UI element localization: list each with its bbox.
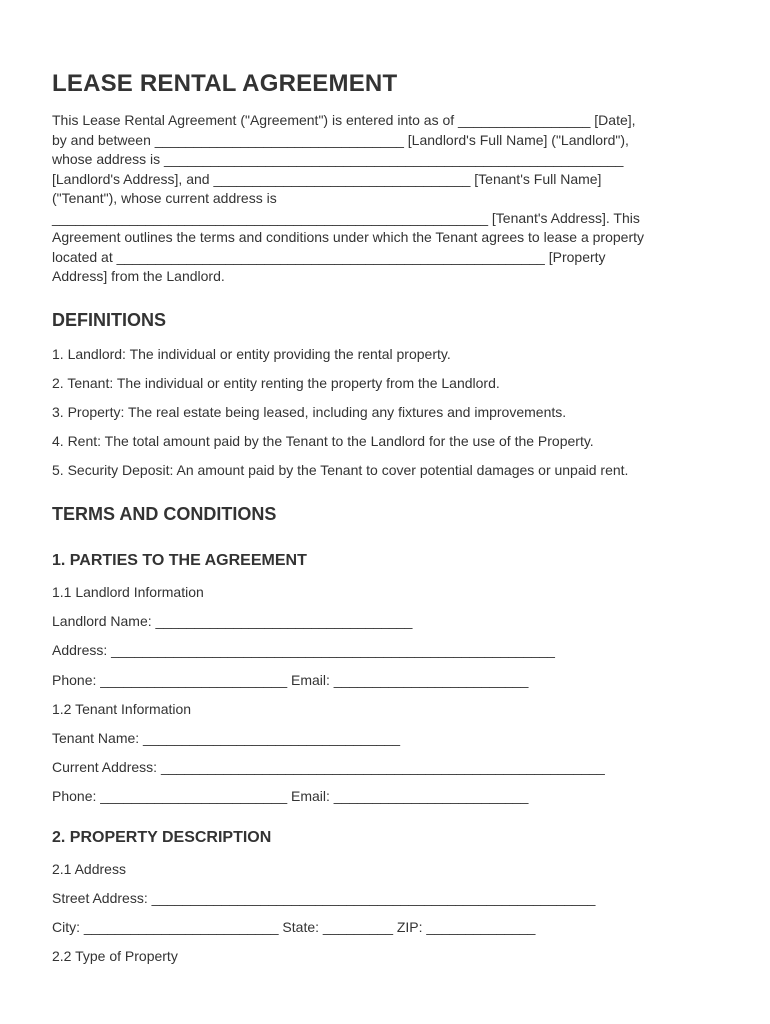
definition-item: 5. Security Deposit: An amount paid by the Tenant to cover potential damages or unpaid rent. (52, 462, 629, 478)
intro-line: This Lease Rental Agreement ("Agreement") is entered into as of _________________ [Date], (52, 112, 636, 128)
definitions-heading: DEFINITIONS (52, 310, 167, 330)
landlord-name-field: Landlord Name: _________________________________ (52, 613, 413, 629)
definition-item: 3. Property: The real estate being leased, including any fixtures and improvements. (52, 404, 567, 420)
tenant-name-field: Tenant Name: _________________________________ (52, 730, 400, 746)
landlord-phone-email-field: Phone: ________________________ Email: _________________________ (52, 672, 529, 688)
document-title: LEASE RENTAL AGREEMENT (52, 70, 398, 97)
parties-heading: 1. PARTIES TO THE AGREEMENT (52, 552, 307, 569)
address-subheading: 2.1 Address (52, 861, 126, 877)
intro-line: whose address is ___________________________________________________________ (52, 151, 624, 167)
street-address-field: Street Address: _________________________________________________________ (52, 890, 596, 906)
definition-item: 2. Tenant: The individual or entity renting the property from the Landlord. (52, 375, 500, 391)
intro-line: located at _______________________________________________________ [Property (52, 248, 606, 265)
city-state-zip-field: City: _________________________ State: _________ ZIP: ______________ (52, 919, 536, 935)
tenant-phone-email-field: Phone: ________________________ Email: _________________________ (52, 788, 529, 804)
landlord-address-field: Address: _________________________________________________________ (52, 642, 555, 658)
property-heading: 2. PROPERTY DESCRIPTION (52, 829, 272, 846)
intro-line: ("Tenant"), whose current address is (52, 190, 277, 206)
definition-item: 1. Landlord: The individual or entity providing the rental property. (52, 346, 451, 362)
tenant-info-subheading: 1.2 Tenant Information (52, 701, 192, 717)
intro-line: by and between ________________________________ [Landlord's Full Name] ("Landlord"), (52, 131, 629, 148)
intro-paragraph (52, 111, 722, 287)
property-type-subheading: 2.2 Type of Property (52, 948, 178, 964)
definition-item: 4. Rent: The total amount paid by the Tenant to the Landlord for the use of the Property. (52, 433, 594, 449)
intro-line: [Landlord's Address], and _________________________________ [Tenant's Full Name] (52, 170, 602, 187)
tenant-address-field: Current Address: _________________________________________________________ (52, 759, 605, 775)
intro-line: ________________________________________________________ [Tenant's Address]. This (52, 209, 640, 226)
intro-line: Address] from the Landlord. (52, 268, 225, 284)
landlord-info-subheading: 1.1 Landlord Information (52, 584, 204, 600)
terms-heading: TERMS AND CONDITIONS (52, 504, 277, 524)
intro-line: Agreement outlines the terms and conditions under which the Tenant agrees to lease a property (52, 229, 644, 245)
